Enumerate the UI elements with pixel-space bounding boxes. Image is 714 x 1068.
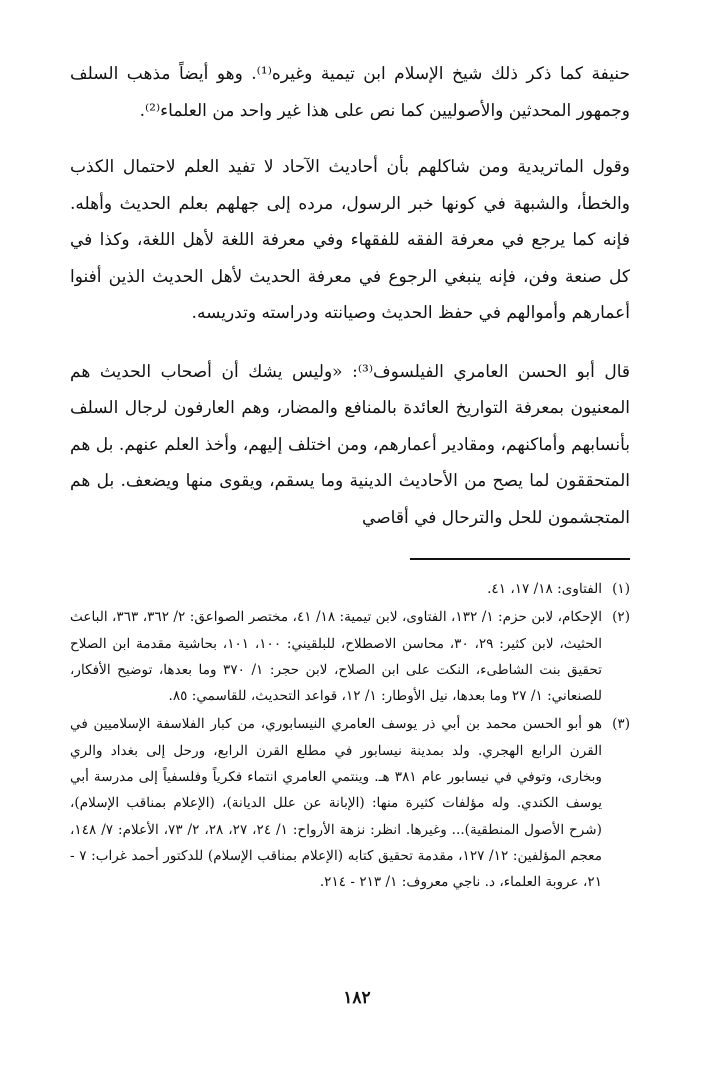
footnote-1 (70, 576, 630, 602)
body-paragraph-2: وقول الماتريدية ومن شاكلهم بأن أحاديث الآحاد لا تفيد العلم لاحتمال الكذب والخطأ، والشبهة في كونها خبر الرسول، مرده إلى جهلهم بعلم الحديث وأهله. فإنه كما يرجع في معرفة الفقه للفقهاء وفي معرفة اللغة لأهل اللغة، وكذا في كل صنعة وفن، فإنه ينبغي الرجوع في معرفة الحديث لأهل الحديث الذين أفنوا أعمارهم وأموالهم في حفظ الحديث وصيانته ودراسته وتدريسه. (70, 157, 630, 323)
footnote-number: (٣) (612, 716, 630, 733)
footnote-number: (١) (612, 581, 630, 597)
footnote-text: هو أبو الحسن محمد بن أبي ذر يوسف العامري النيسابوري، من كبار الفلاسفة الإسلاميين في القرن الرابع الهجري. ولد بمدينة نيسابور في مطلع القرن الرابع، ورحل إلى بغداد والري وبخارى، وتوفي في نيسابور عام ٣٨١ هـ. وينتمي العامري انتماء فكرياً وفلسفياً إلى مدرسة أبي يوسف الكندي. وله مؤلفات كثيرة منها: (الإبانة عن علل الديانة)، (الإعلام بمناقب الإسلام)، (شرح الأصول المنطقية)... وغيرها. انظر: نزهة الأرواح: ١/ ٢٤، ٢٧، ٢٨، ٢/ ٧٣، الأعلام: ٧/ ١٤٨، معجم المؤلفين: ١٢/ ١٢٧، مقدمة تحقيق كتابه (الإعلام بمناقب الإسلام) للدكتور أحمد غراب: ٧ - ٢١، عروبة العلماء، د. ناجي معروف: ١/ ٢١٣ - ٢١٤. (70, 716, 603, 891)
body-paragraph-1: حنيفة كما ذكر ذلك شيخ الإسلام ابن تيمية وغيره⁽¹⁾. وهو أيضاً مذهب السلف وجمهور المحدثين والأصوليين كما نص على هذا غير واحد من العلماء⁽²⁾. (70, 64, 630, 121)
page-number: ١٨٢ (343, 988, 371, 1008)
body-paragraph-3: قال أبو الحسن العامري الفيلسوف⁽³⁾: «وليس يشك أن أصحاب الحديث هم المعنيون بمعرفة التواريخ العائدة بالمنافع والمضار، وهم العارفون لرجال السلف بأنسابهم وأماكنهم، ومقادير أعمارهم، ومن اختلف إليهم، وأخذ العلم عنهم. بل هم المتحققون لما يصح من الأحاديث الدينية وما يسقم، ويقوى منها ويضعف. بل هم المتجشمون للحل والترحال في أقاصي (70, 361, 631, 528)
footnotes (70, 576, 630, 896)
footnote-3 (70, 711, 630, 895)
footnote-divider (410, 558, 630, 560)
footnote-number: (٢) (612, 609, 630, 626)
footnote-text: الفتاوى: ١٨/ ١٧، ٤١. (487, 581, 602, 597)
book-page (70, 56, 630, 898)
footnote-text: الإحكام، لابن حزم: ١/ ١٣٢، الفتاوى، لابن تيمية: ١٨/ ٤١، مختصر الصواعق: ٢/ ٣٦٢، ٣٦٣، الباعث الحثيث، لابن كثير: ٢٩، ٣٠، محاسن الاصطلاح، للبلقيني: ١٠٠، ١٠١، بحاشية مقدمة ابن الصلاح تحقيق بنت الشاطىء، النكت على ابن الصلاح، لابن حجر: ١/ ٣٧٠ وما بعدها، توضيح الأفكار، للصنعاني: ١/ ٢٧ وما بعدها، نيل الأوطار: ١/ ١٢، قواعد التحديث، للقاسمي: ٨٥. (70, 609, 603, 705)
footnote-2 (70, 604, 630, 709)
